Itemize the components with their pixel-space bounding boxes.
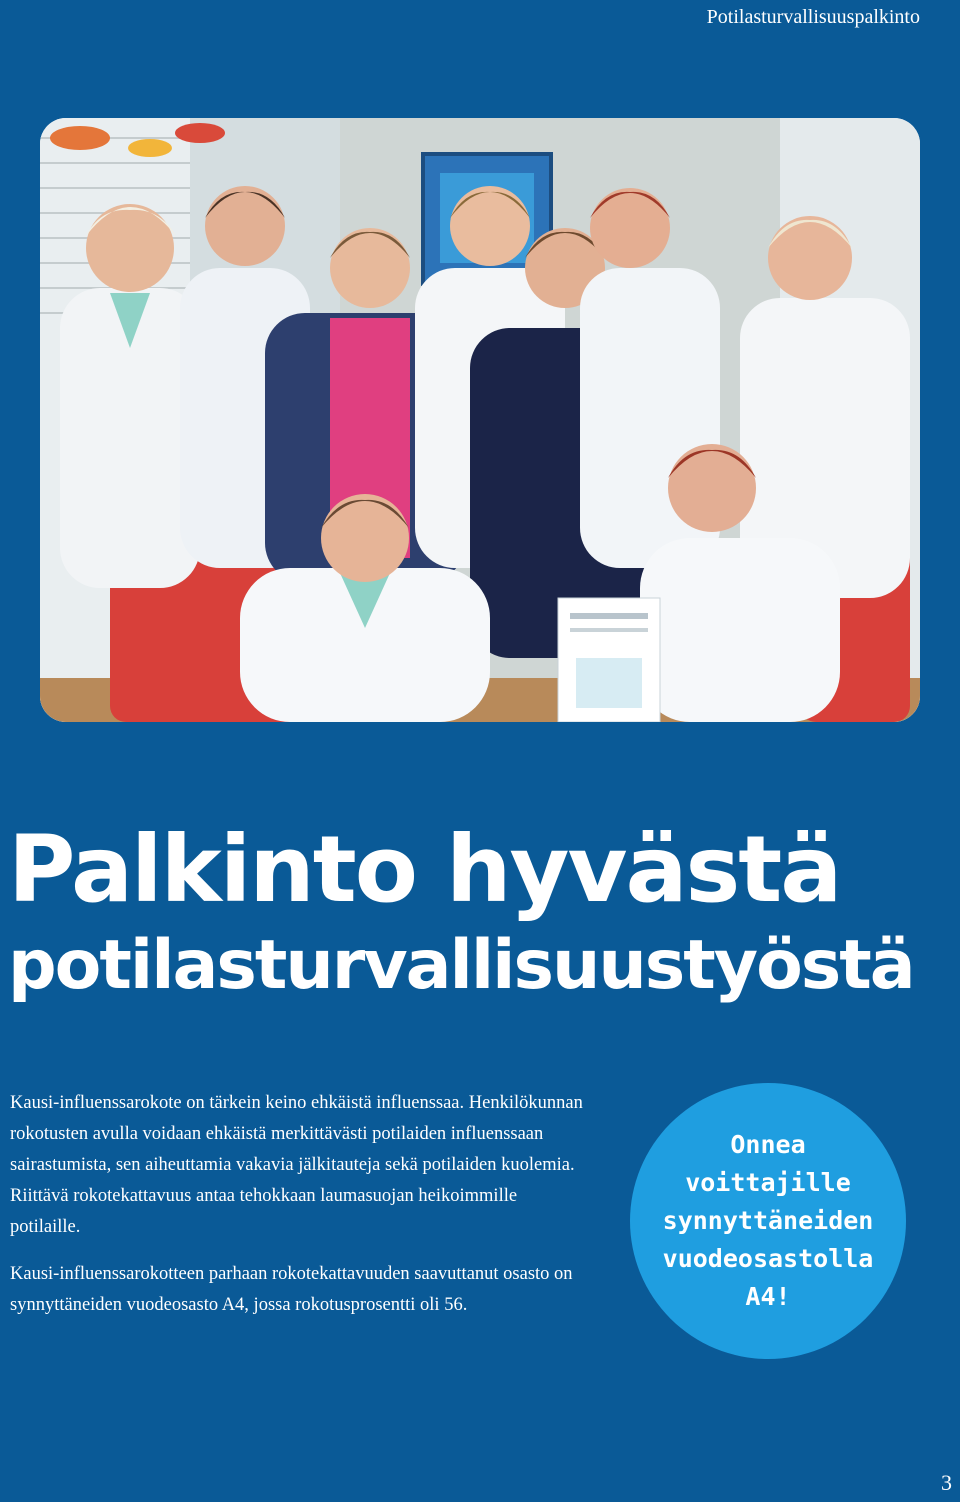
article-body <box>10 1088 590 1337</box>
group-photo <box>40 118 920 722</box>
headline-line-2: potilasturvallisuustyöstä <box>8 926 914 1005</box>
running-header: Potilasturvallisuuspalkinto <box>706 6 920 28</box>
paragraph-2: Kausi-influenssarokotteen parhaan rokotekattavuuden saavuttanut osasto on synnyttäneiden vuodeosasto A4, jossa rokotusprosentti oli 56. <box>10 1264 573 1315</box>
photo-illustration <box>40 118 920 722</box>
headline <box>8 818 914 1010</box>
callout-text: Onnea voittajille synnyttäneiden vuodeosastolla A4! <box>662 1130 874 1311</box>
paragraph-1: Kausi-influenssarokote on tärkein keino ehkäistä influenssaa. Henkilökunnan rokotusten avulla voidaan ehkäistä merkittävästi potilaiden influenssaan sairastumista, sen aiheuttamia vakavia jälkitauteja sekä potilaiden kuolemia. Riittävä rokotekattavuus antaa tehokkaan laumasuojan heikoimmille potilaille. <box>10 1093 583 1237</box>
page-number: 3 <box>941 1470 952 1495</box>
headline-line-1: Palkinto hyvästä <box>8 816 841 923</box>
congratulations-callout <box>630 1083 906 1359</box>
